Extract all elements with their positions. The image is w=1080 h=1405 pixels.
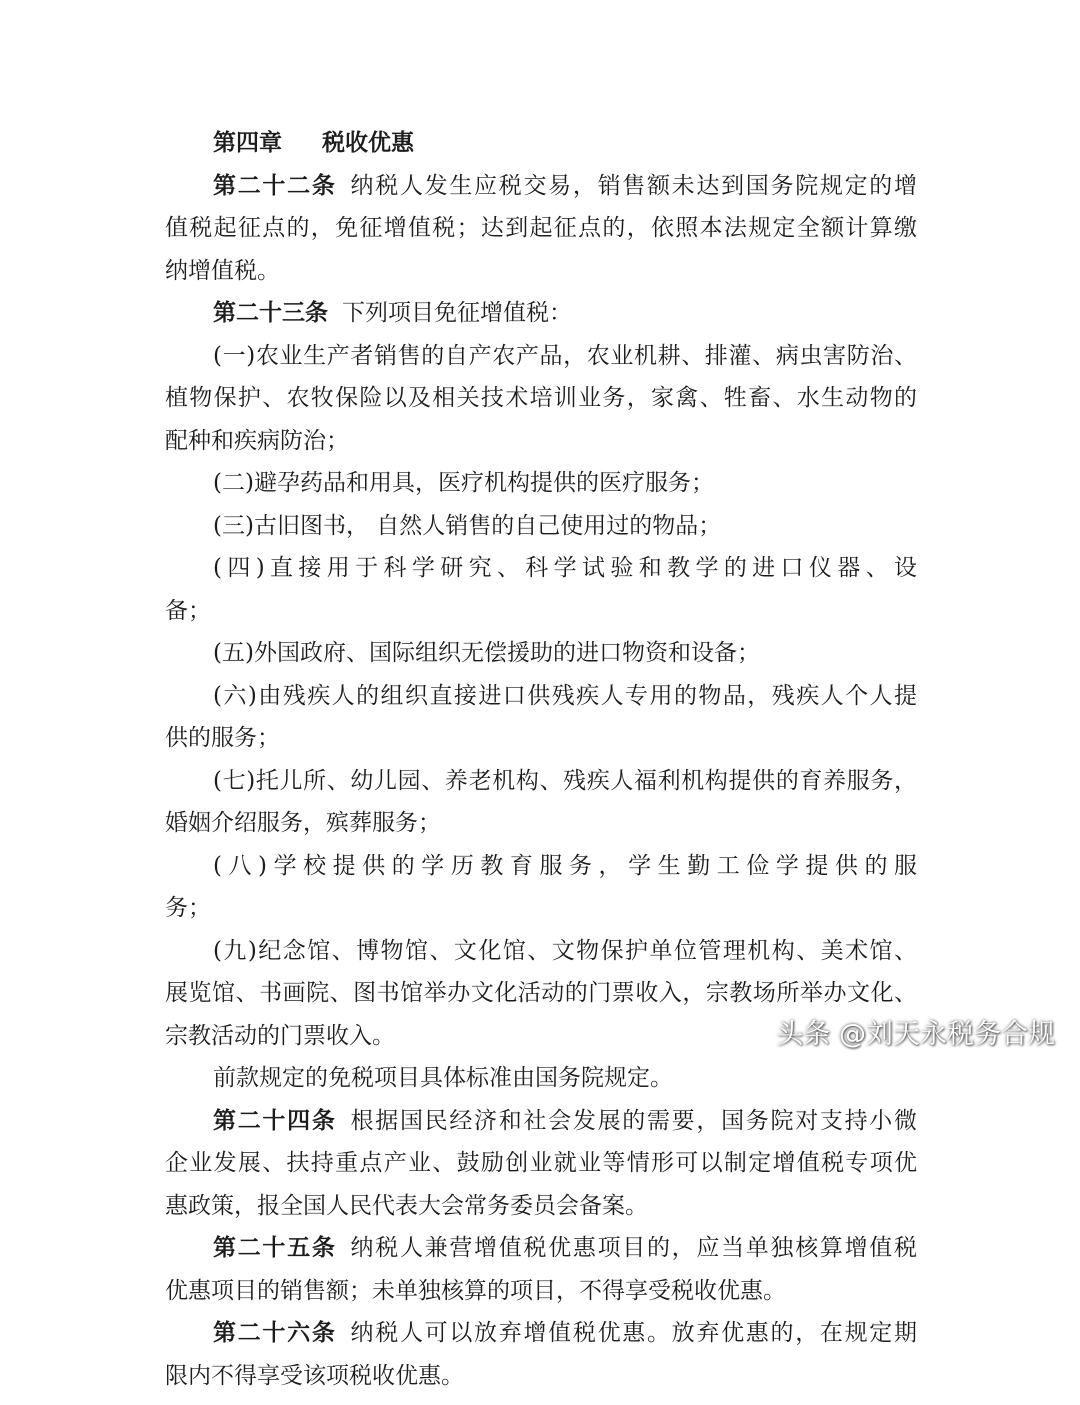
item-1-line: (一)农业生产者销售的自产农产品，农业机耕、排灌、病虫害防治、 [213, 342, 917, 369]
article-26-text: 纳税人可以放弃增值税优惠。放弃优惠的，在规定期 [350, 1320, 918, 1346]
article-22-line: 值税起征点的，免征增值税；达到起征点的，依照本法规定全额计算缴 [165, 215, 917, 241]
article-23-closing: 前款规定的免税项目具体标准由国务院规定。 [213, 1065, 673, 1091]
item-7-line: 婚姻介绍服务，殡葬服务； [165, 810, 441, 836]
article-25-line [165, 1227, 917, 1270]
item-6-line: (六)由残疾人的组织直接进口供残疾人专用的物品，残疾人个人提 [213, 682, 917, 709]
chapter-number: 第四章 [213, 129, 282, 156]
article-23-label: 第二十三条 [213, 299, 328, 326]
article-26-label: 第二十六条 [213, 1319, 337, 1346]
chapter-heading [165, 122, 917, 165]
item-7-line: (七)托儿所、幼儿园、养老机构、残疾人福利机构提供的育养服务， [213, 767, 917, 794]
item-8-line: 务； [165, 895, 211, 921]
article-24-line: 企业发展、扶持重点产业、鼓励创业就业等情形可以制定增值税专项优 [165, 1150, 917, 1176]
item-3-line: (三)古旧图书， 自然人销售的自己使用过的物品； [213, 512, 722, 539]
article-25-text: 纳税人兼营增值税优惠项目的，应当单独核算增值税 [350, 1235, 918, 1261]
item-6-line: 供的服务； [165, 725, 280, 751]
article-22-line: 纳增值税。 [165, 257, 280, 284]
article-24-line [165, 1100, 917, 1143]
item-9-line: 展览馆、书画院、图书馆举办文化活动的门票收入，宗教场所举办文化、 [165, 980, 917, 1006]
item-9-line: 宗教活动的门票收入。 [165, 1022, 395, 1049]
item-4-line: (四)直接用于科学研究、科学试验和教学的进口仪器、设 [213, 555, 917, 581]
article-24-label: 第二十四条 [213, 1106, 337, 1134]
article-22-text: 纳税人发生应税交易，销售额未达到国务院规定的增 [350, 172, 918, 199]
document-body [165, 122, 917, 1397]
item-1-line: 植物保护、农牧保险以及相关技术培训业务，家禽、牲畜、水生动物的 [165, 385, 917, 411]
article-25-label: 第二十五条 [213, 1234, 337, 1261]
article-24-text: 根据国民经济和社会发展的需要，国务院对支持小微 [350, 1107, 918, 1134]
item-9-line: (九)纪念馆、博物馆、文化馆、文物保护单位管理机构、美术馆、 [213, 937, 917, 964]
article-26-line: 限内不得享受该项税收优惠。 [165, 1362, 464, 1389]
article-23-line [165, 292, 917, 335]
article-23-intro: 下列项目免征增值税： [342, 300, 572, 326]
article-25-line: 优惠项目的销售额；未单独核算的项目，不得享受税收优惠。 [165, 1277, 786, 1304]
watermark: 头条 @刘天永税务合规 [776, 1019, 1055, 1050]
article-26-line [165, 1312, 917, 1355]
item-1-line: 配种和疾病防治； [165, 427, 349, 454]
article-22-line [165, 165, 917, 208]
item-4-line: 备； [165, 597, 211, 624]
article-24-line: 惠政策，报全国人民代表大会常务委员会备案。 [165, 1192, 648, 1219]
item-5-line: (五)外国政府、国际组织无偿援助的进口物资和设备； [213, 640, 760, 666]
chapter-title: 税收优惠 [322, 129, 414, 156]
article-22-label: 第二十二条 [213, 171, 337, 199]
item-2-line: (二)避孕药品和用具，医疗机构提供的医疗服务； [213, 470, 714, 496]
item-8-line: (八)学校提供的学历教育服务，学生勤工俭学提供的服 [213, 852, 917, 879]
